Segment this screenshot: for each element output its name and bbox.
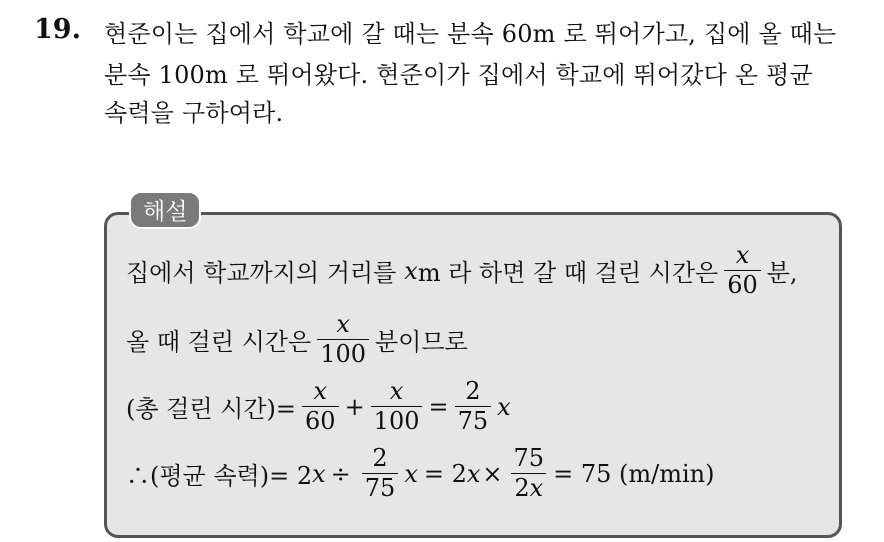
denominator-coefficient: 2 [514, 474, 530, 503]
line4-result: = 75 (m/min) [553, 459, 715, 488]
question-text-line-1: 현준이는 집에서 학교에 갈 때는 분속 60m 로 뛰어가고, 집에 올 때는 [104, 20, 837, 48]
times-sign: × [482, 459, 503, 488]
divide-sign: ÷ [330, 459, 351, 488]
line1-pre: 집에서 학교까지의 거리를 [126, 259, 397, 288]
solution-tag: 해설 [129, 191, 201, 229]
fraction-numerator: x [735, 241, 750, 269]
question-text-line-2: 분속 100m 로 뛰어왔다. 현준이가 집에서 학교에 뛰어갔다 온 평균 [104, 61, 813, 89]
line4-var2: x [404, 459, 418, 488]
fraction-denominator: 100 [371, 406, 423, 434]
fraction-numerator: x [313, 377, 328, 405]
question-text-line-3: 속력을 구하여라. [104, 99, 284, 127]
fraction-denominator: 60 [302, 406, 339, 434]
denominator-variable: x [529, 474, 544, 503]
line4-var3: x [466, 459, 481, 488]
solution-line-2 [126, 312, 468, 367]
line1-post: 분, [766, 259, 798, 288]
line4-pre: ∴(평균 속력)= 2 [126, 462, 313, 491]
line4-eq1: = 2 [423, 459, 467, 488]
line3-var: x [497, 392, 511, 421]
fraction-x-over-100 [317, 312, 369, 367]
fraction-75-over-2x [511, 446, 548, 501]
solution-line-1 [126, 243, 798, 298]
fraction-denominator: 60 [724, 270, 761, 298]
fraction-numerator: 75 [513, 444, 545, 472]
fraction-x-over-100 [371, 379, 423, 434]
question-number: 19. [34, 14, 81, 45]
fraction-denominator: 100 [317, 339, 369, 367]
line3-pre: (총 걸린 시간)= [126, 395, 297, 424]
fraction-numerator: x [336, 310, 350, 338]
equals-sign: = [428, 392, 449, 421]
line2-pre: 올 때 걸린 시간은 [126, 328, 312, 357]
line2-post: 분이므로 [375, 328, 468, 357]
plus-sign: + [344, 392, 365, 421]
line1-mid: m 라 하면 갈 때 걸린 시간은 [417, 259, 719, 288]
fraction-denominator: 75 [362, 473, 399, 501]
fraction-numerator: 2 [372, 444, 388, 472]
solution-line-3 [126, 379, 511, 434]
fraction-numerator: 2 [465, 377, 481, 405]
fraction-x-over-60 [302, 379, 339, 434]
fraction-x-over-60 [724, 243, 761, 298]
fraction-2-over-75 [362, 446, 399, 501]
fraction-2-over-75 [455, 379, 492, 434]
fraction-numerator: x [389, 377, 404, 405]
line1-var: x [404, 256, 418, 285]
solution-line-4 [126, 446, 714, 501]
fraction-denominator [511, 473, 546, 501]
line4-var1: x [312, 459, 326, 488]
fraction-denominator: 75 [455, 406, 492, 434]
